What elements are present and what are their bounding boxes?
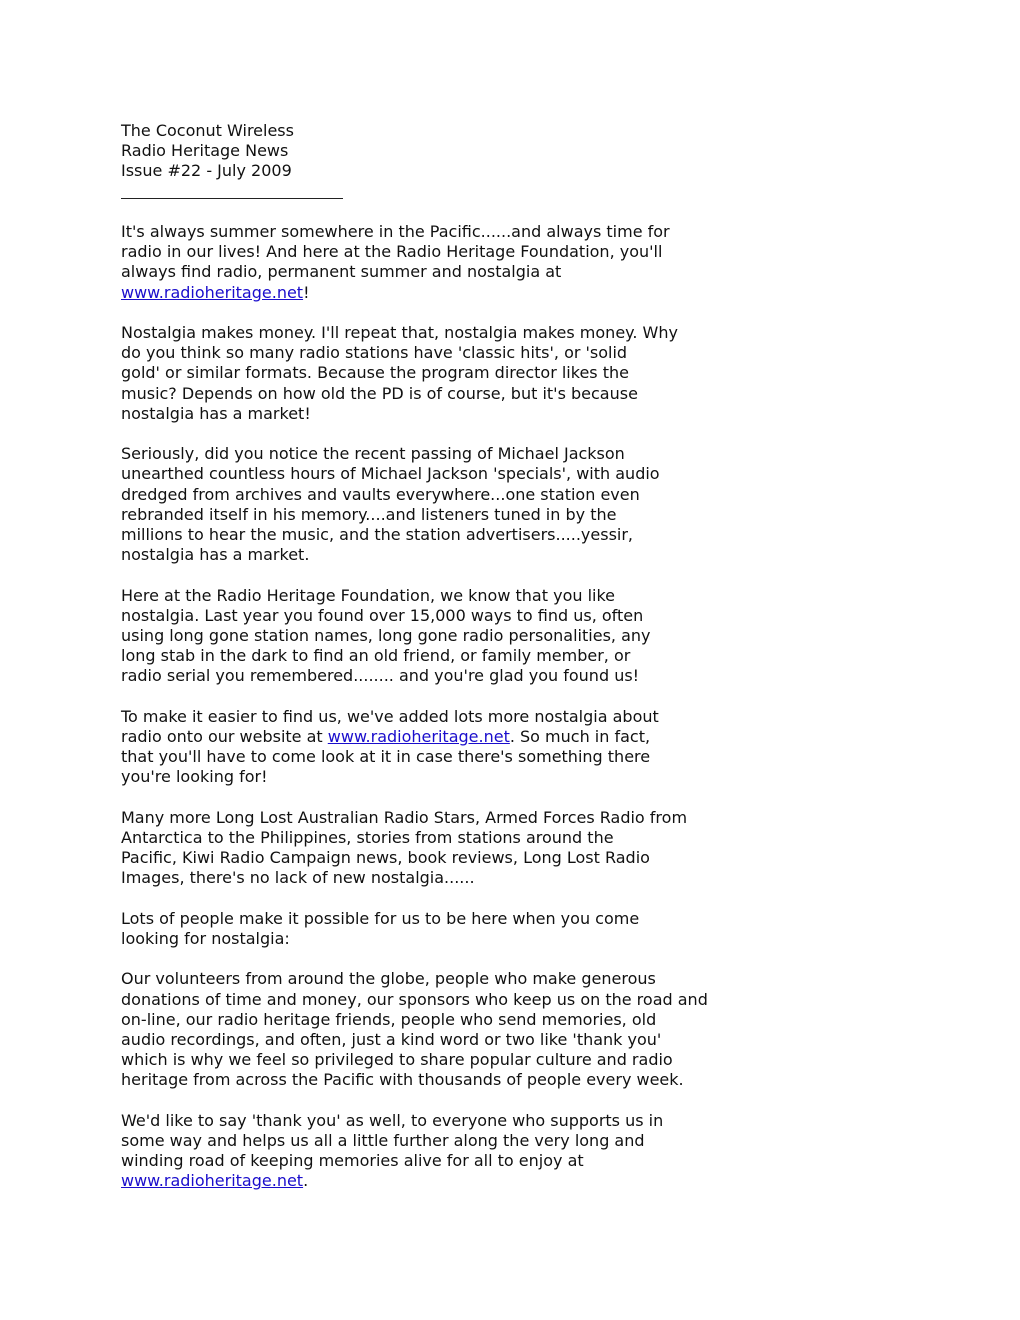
website-link[interactable]: www.radioheritage.net — [121, 1171, 304, 1191]
paragraph-nostalgia-money: Nostalgia makes money. I'll repeat that, nostalgia makes money. Why do you think so many radio stations have 'classic hits', or 'solid gold' or similar formats. Because the program director likes the music? Depends on how old the PD is of course, but it's because nostalgia has a market! — [121, 322, 678, 423]
paragraph-michael-jackson: Seriously, did you notice the recent passing of Michael Jackson unearthed countless hours of Michael Jackson 'specials', with audio dredged from archives and vaults everywhere...one station even rebranded itself in his memory....and listeners tuned in by the millions to hear the music, and the station advertisers.....yessir, nostalgia has a market. — [121, 444, 660, 565]
newsletter-header — [121, 121, 761, 202]
paragraph-content-list: Many more Long Lost Australian Radio Stars, Armed Forces Radio from Antarctica to the Philippines, stories from stations around the Pacific, Kiwi Radio Campaign news, book reviews, Long Lost Radio Images, there's no lack of new nostalgia...... — [121, 807, 688, 888]
paragraph-intro: It's always summer somewhere in the Pacific......and always time for radio in our lives! And here at the Radio Heritage Foundation, you'll always find radio, permanent summer and nostalgia at www.radioheritage.net! — [121, 221, 670, 302]
website-link[interactable]: www.radioheritage.net — [121, 282, 304, 302]
website-link[interactable]: www.radioheritage.net — [327, 727, 510, 746]
paragraph-volunteers: Our volunteers from around the globe, people who make generous donations of time and money, our sponsors who keep us on the road and on-line, our radio heritage friends, people who send memories, old audio recordings, and often, just a kind word or two like 'thank you' which is why we feel so privileged to share popular culture and radio heritage from across the Pacific with thousands of people every week. — [121, 969, 708, 1090]
issue-line: Issue #22 - July 2009 — [121, 161, 292, 181]
newsletter-subtitle: Radio Heritage News — [121, 141, 289, 161]
paragraph-foundation: Here at the Radio Heritage Foundation, we know that you like nostalgia. Last year you found over 15,000 ways to find us, often using long gone station names, long gone radio personalities, any long stab in the dark to find an old friend, or family member, or radio serial you remembered........ and you're glad you found us! — [121, 585, 651, 686]
document-page — [121, 121, 761, 1212]
paragraph-people: Lots of people make it possible for us to be here when you come looking for nostalgia: — [121, 908, 640, 948]
paragraph-website: To make it easier to find us, we've added lots more nostalgia about radio onto our website at www.radioheritage.net. So much in fact, that you'll have to come look at it in case there's something there you're looking for! — [121, 706, 659, 787]
header-rule — [121, 182, 343, 202]
newsletter-title: The Coconut Wireless — [121, 121, 294, 140]
paragraph-thank-you: We'd like to say 'thank you' as well, to everyone who supports us in some way and helps us all a little further along the very long and winding road of keeping memories alive for all to enjoy at www.radioheritage.net. — [121, 1110, 664, 1191]
